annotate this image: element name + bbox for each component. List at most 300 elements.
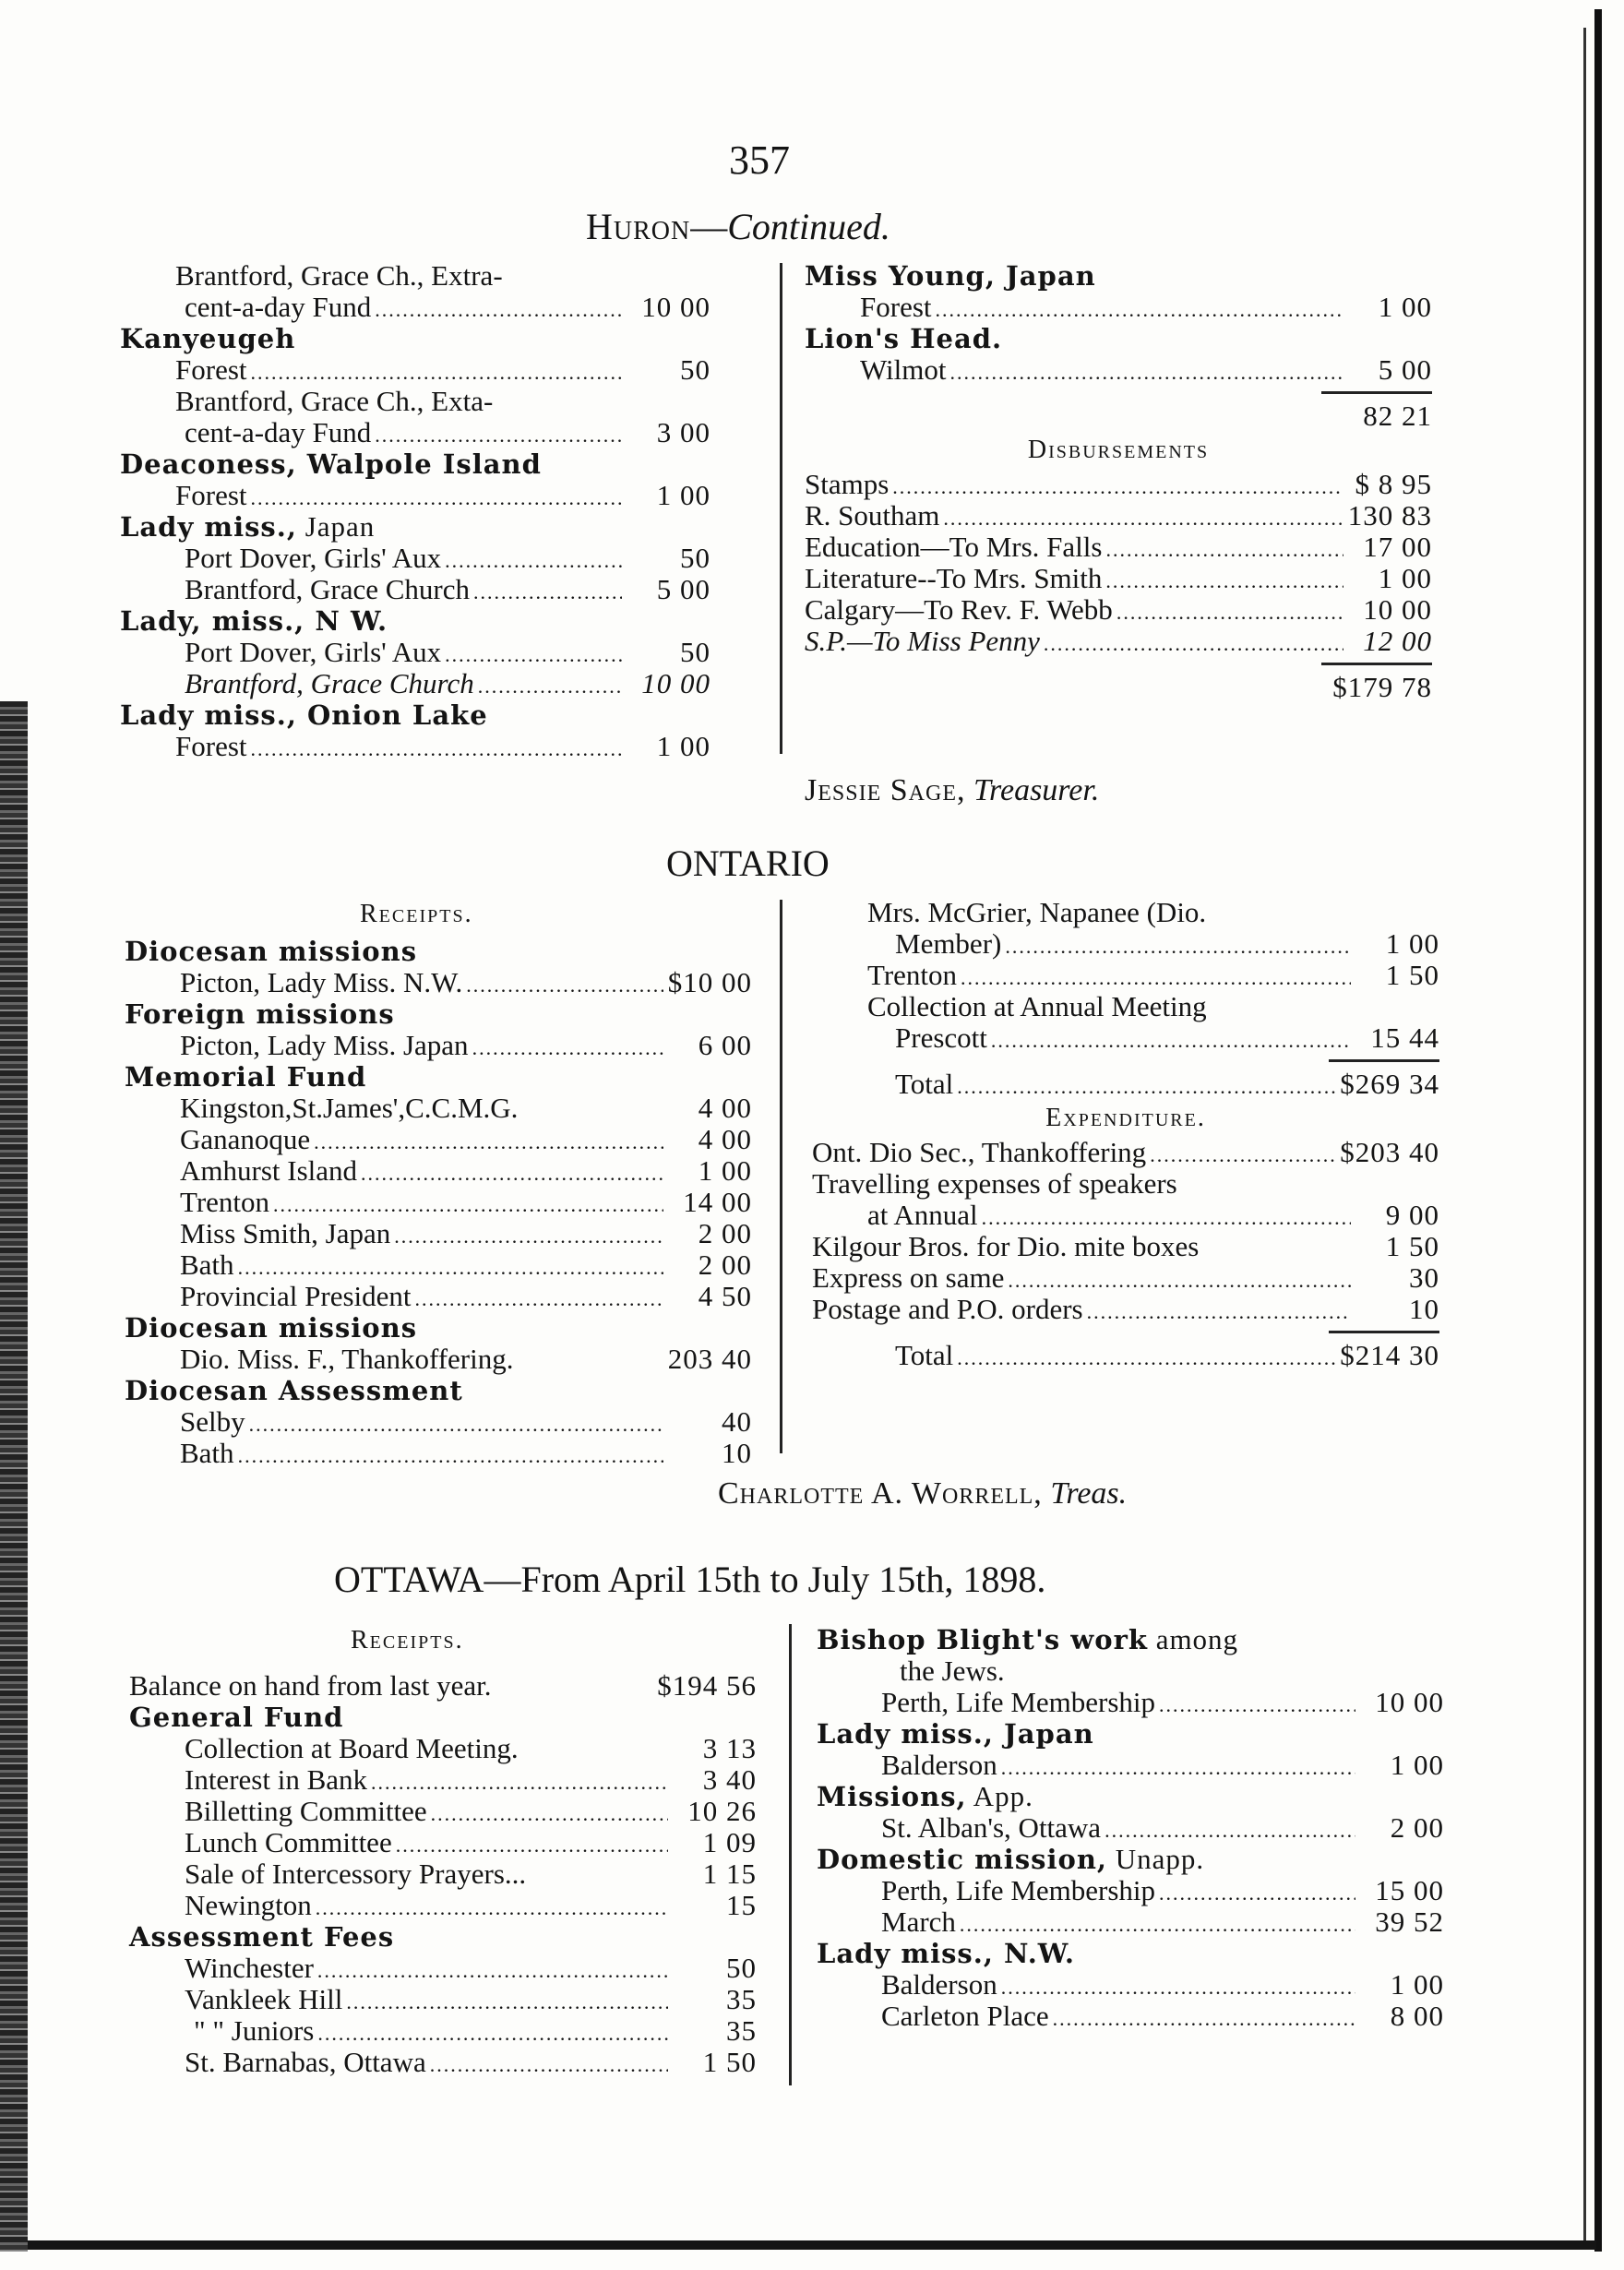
ledger-amount: 2 00 xyxy=(1390,1811,1444,1844)
ledger-row xyxy=(120,574,710,605)
leader-dots xyxy=(960,1906,1355,1941)
fund-heading xyxy=(129,1921,757,1953)
ledger-amount: 3 00 xyxy=(656,416,710,448)
ledger-row xyxy=(812,1340,1439,1371)
huron-left-column xyxy=(120,260,710,762)
ledger-amount: 1 15 xyxy=(702,1858,757,1890)
fund-heading-label: Bishop Blight's work xyxy=(817,1624,1148,1655)
page-number: 357 xyxy=(729,137,790,183)
ledger-row xyxy=(125,1406,752,1438)
ledger-label: Express on same xyxy=(812,1261,1005,1294)
page-right-border xyxy=(1594,9,1602,2252)
leader-dots xyxy=(949,354,1343,388)
ledger-amount: 50 xyxy=(680,353,710,386)
ledger-row xyxy=(120,480,710,511)
fund-heading-suffix: Japan xyxy=(296,510,376,543)
ledger-row xyxy=(120,668,710,699)
ledger-row xyxy=(125,1187,752,1218)
ledger-label: Sale of Intercessory Prayers... xyxy=(185,1858,527,1890)
ledger-label: Port Dover, Girls' Aux xyxy=(185,542,442,574)
fund-heading xyxy=(817,1938,1444,1969)
fund-heading-suffix: App. xyxy=(966,1780,1033,1812)
leader-dots xyxy=(943,500,1343,534)
ledger-amount: $214 30 xyxy=(1340,1339,1439,1371)
leader-dots xyxy=(957,1340,1336,1374)
leader-dots xyxy=(1005,928,1351,962)
ledger-row xyxy=(120,292,710,323)
ledger-amount: 2 00 xyxy=(698,1248,752,1281)
ledger-amount: 1 00 xyxy=(656,730,710,762)
ledger-label: Education—To Mrs. Falls xyxy=(805,531,1103,563)
fund-heading xyxy=(817,1624,1444,1655)
ledger-amount: 1 00 xyxy=(1390,1749,1444,1781)
ledger-label: Amhurst Island xyxy=(180,1154,358,1187)
leader-dots xyxy=(371,1764,668,1798)
page-bottom-border xyxy=(28,2240,1596,2250)
ledger-row xyxy=(812,1294,1439,1325)
ledger-amount: 12 00 xyxy=(1363,625,1432,657)
fund-heading-label: Memorial Fund xyxy=(125,1061,367,1093)
leader-dots xyxy=(478,668,622,702)
fund-heading-label: Lady, miss., N W. xyxy=(120,605,388,637)
ledger-amount: 14 00 xyxy=(683,1186,752,1218)
ledger-row xyxy=(817,2001,1444,2032)
ledger-label: Bath xyxy=(180,1437,234,1469)
ledger-amount: 130 83 xyxy=(1347,499,1432,532)
ledger-label: Lunch Committee xyxy=(185,1826,392,1858)
ledger-amount: 9 00 xyxy=(1385,1199,1439,1231)
ledger-label: Member) xyxy=(895,927,1002,960)
leader-dots xyxy=(238,1438,663,1472)
leader-dots xyxy=(251,731,623,765)
huron-column-divider xyxy=(780,263,782,754)
fund-heading-label: Lady miss., Japan xyxy=(817,1718,1094,1750)
fund-heading xyxy=(817,1781,1444,1812)
fund-heading-label: Domestic mission, xyxy=(817,1844,1108,1875)
leader-dots xyxy=(445,543,622,577)
fund-heading xyxy=(120,605,710,637)
leader-dots xyxy=(249,1406,663,1440)
ledger-label: " " Juniors xyxy=(194,2014,315,2047)
total-rule xyxy=(805,386,1432,400)
ledger-row xyxy=(812,897,1439,928)
leader-dots xyxy=(445,637,622,671)
total-row xyxy=(805,672,1432,703)
ledger-row xyxy=(817,1875,1444,1906)
ledger-label: Brantford, Grace Church xyxy=(185,573,471,605)
ledger-label: St. Alban's, Ottawa xyxy=(881,1811,1102,1844)
ledger-row xyxy=(125,1155,752,1187)
fund-heading xyxy=(805,260,1432,292)
ledger-label: Total xyxy=(895,1068,954,1100)
ledger-amount: 17 00 xyxy=(1363,531,1432,563)
leader-dots xyxy=(431,1796,668,1830)
ledger-row xyxy=(120,543,710,574)
ledger-row xyxy=(812,928,1439,960)
ledger-row xyxy=(817,1969,1444,2001)
ledger-row xyxy=(817,1906,1444,1938)
ledger-amount: 1 00 xyxy=(1385,927,1439,960)
ledger-amount: 203 40 xyxy=(667,1343,752,1375)
fund-heading xyxy=(817,1718,1444,1750)
ledger-label: Wilmot xyxy=(860,353,947,386)
ledger-row xyxy=(129,2047,757,2078)
ledger-row xyxy=(812,1137,1439,1168)
ledger-label: cent-a-day Fund xyxy=(185,291,372,323)
leader-dots xyxy=(473,574,622,608)
fund-heading-label: Lion's Head. xyxy=(805,323,1003,354)
fund-heading-label: Miss Young, Japan xyxy=(805,260,1096,292)
ledger-label: Forest xyxy=(175,730,247,762)
ledger-amount: 5 00 xyxy=(1378,353,1432,386)
huron-title-continued: Continued. xyxy=(727,206,890,247)
ledger-row xyxy=(812,1069,1439,1100)
ledger-row xyxy=(805,532,1432,563)
leader-dots xyxy=(1087,1294,1351,1328)
ledger-row xyxy=(129,1733,757,1764)
ottawa-right-column xyxy=(817,1624,1444,2032)
leader-dots xyxy=(430,2047,668,2081)
leader-dots xyxy=(238,1249,663,1284)
ledger-row xyxy=(125,1124,752,1155)
fund-heading-label: Diocesan missions xyxy=(125,1312,418,1344)
ledger-label: Mrs. McGrier, Napanee (Dio. xyxy=(867,896,1207,928)
ontario-right-column xyxy=(812,897,1439,1371)
fund-heading xyxy=(125,1312,752,1344)
leader-dots xyxy=(317,2015,668,2049)
ledger-label: Brantford, Grace Ch., Exta- xyxy=(175,385,494,417)
ledger-row xyxy=(812,1200,1439,1231)
total-rule-line xyxy=(1321,391,1432,394)
ledger-row xyxy=(120,731,710,762)
ledger-amount: 3 40 xyxy=(702,1763,757,1796)
leader-dots xyxy=(251,480,623,514)
ledger-label: R. Southam xyxy=(805,499,940,532)
ledger-label: Gananoque xyxy=(180,1123,311,1155)
fund-heading-label: Lady miss., Onion Lake xyxy=(120,699,488,731)
fund-heading-label: Foreign missions xyxy=(125,998,395,1030)
ledger-label: Total xyxy=(895,1339,954,1371)
ledger-label: cent-a-day Fund xyxy=(185,416,372,448)
ledger-label: St. Barnabas, Ottawa xyxy=(185,2046,426,2078)
fund-heading xyxy=(125,1375,752,1406)
ledger-amount: $269 34 xyxy=(1340,1068,1439,1100)
ledger-row xyxy=(817,1750,1444,1781)
ledger-label: Vankleek Hill xyxy=(185,1983,343,2015)
ledger-label: Calgary—To Rev. F. Webb xyxy=(805,593,1113,626)
ledger-amount: 3 13 xyxy=(702,1732,757,1764)
leader-dots xyxy=(394,1218,663,1252)
ontario-column-divider xyxy=(780,900,782,1453)
ottawa-left-column xyxy=(129,1670,757,2078)
ledger-row xyxy=(129,1953,757,1984)
fund-heading xyxy=(125,936,752,967)
ledger-amount: 50 xyxy=(680,542,710,574)
total-rule xyxy=(805,657,1432,672)
ledger-label: Billetting Committee xyxy=(185,1795,427,1827)
fund-heading xyxy=(817,1844,1444,1875)
ledger-label: March xyxy=(881,1906,956,1938)
ledger-amount: $10 00 xyxy=(667,966,752,998)
huron-title-name: Huron xyxy=(586,206,691,247)
total-rule xyxy=(812,1325,1439,1340)
fund-heading-label: Deaconess, Walpole Island xyxy=(120,448,542,480)
leader-dots xyxy=(1159,1875,1355,1909)
ledger-row xyxy=(129,1827,757,1858)
leader-dots xyxy=(273,1187,663,1221)
subsection-heading: Disbursements xyxy=(1027,436,1210,464)
ledger-amount: $203 40 xyxy=(1340,1136,1439,1168)
fund-heading-label: Assessment Fees xyxy=(129,1921,395,1953)
ledger-label: Stamps xyxy=(805,468,890,500)
fund-heading-suffix: among xyxy=(1147,1623,1239,1655)
fund-heading-label: Diocesan missions xyxy=(125,936,418,967)
ledger-label: Brantford, Grace Ch., Extra- xyxy=(175,259,503,292)
leader-dots xyxy=(991,1022,1351,1057)
leader-dots xyxy=(1150,1137,1336,1171)
ledger-label: Port Dover, Girls' Aux xyxy=(185,636,442,668)
ledger-amount: 1 00 xyxy=(1378,562,1432,594)
huron-signature-role: Treasurer. xyxy=(973,773,1100,807)
ledger-amount: 1 50 xyxy=(702,2046,757,2078)
fund-heading xyxy=(805,323,1432,354)
ledger-amount: 10 xyxy=(1409,1293,1439,1325)
ledger-row xyxy=(125,1030,752,1061)
ledger-amount: 82 21 xyxy=(1363,400,1432,432)
ledger-label: Ont. Dio Sec., Thankoffering xyxy=(812,1136,1147,1168)
ledger-row xyxy=(125,1438,752,1469)
ledger-row xyxy=(129,1890,757,1921)
ledger-amount: 8 00 xyxy=(1390,2000,1444,2032)
leader-dots xyxy=(1105,532,1343,566)
leader-dots xyxy=(1105,1812,1355,1846)
ledger-label: Forest xyxy=(175,479,247,511)
fund-heading-label: Lady miss., xyxy=(120,511,297,543)
ontario-title: ONTARIO xyxy=(666,842,830,884)
ledger-label: Postage and P.O. orders xyxy=(812,1293,1083,1325)
ledger-row xyxy=(805,354,1432,386)
leader-dots xyxy=(982,1200,1351,1234)
ledger-row xyxy=(125,1218,752,1249)
ledger-amount: 1 00 xyxy=(1378,291,1432,323)
subsection-heading: Expenditure. xyxy=(1045,1104,1206,1132)
ledger-row xyxy=(805,469,1432,500)
ledger-label: Forest xyxy=(175,353,247,386)
ledger-row xyxy=(812,1022,1439,1054)
huron-signature xyxy=(805,773,1099,808)
ledger-amount: $ 8 95 xyxy=(1355,468,1432,500)
fund-heading xyxy=(120,511,710,543)
fund-heading-label: Kanyeugeh xyxy=(120,323,296,354)
ledger-row xyxy=(125,1093,752,1124)
fund-heading-label: Diocesan Assessment xyxy=(125,1375,463,1406)
fund-heading xyxy=(125,998,752,1030)
ledger-amount: 50 xyxy=(680,636,710,668)
leader-dots xyxy=(961,960,1351,994)
fund-heading xyxy=(120,699,710,731)
ledger-label: Bath xyxy=(180,1248,234,1281)
ledger-row xyxy=(812,1262,1439,1294)
ledger-amount: 50 xyxy=(726,1952,757,1984)
ledger-row xyxy=(120,260,710,292)
ledger-row xyxy=(125,967,752,998)
ledger-amount: 10 00 xyxy=(1363,593,1432,626)
ledger-label: Trenton xyxy=(867,959,958,991)
ledger-row xyxy=(120,637,710,668)
ledger-amount: 4 00 xyxy=(698,1123,752,1155)
ledger-label: Carleton Place xyxy=(881,2000,1049,2032)
ledger-label: Balance on hand from last year. xyxy=(129,1669,492,1702)
ontario-signature-name: Charlotte A. Worrell, xyxy=(718,1476,1043,1511)
ottawa-column-divider xyxy=(789,1624,792,2085)
ledger-amount: 40 xyxy=(722,1405,752,1438)
ledger-row xyxy=(805,500,1432,532)
ledger-label: Prescott xyxy=(895,1022,987,1054)
leader-dots xyxy=(466,967,663,1001)
ledger-label: Provincial President xyxy=(180,1280,412,1312)
leader-dots xyxy=(1001,1969,1355,2003)
fund-heading xyxy=(120,323,710,354)
ledger-amount: 10 xyxy=(722,1437,752,1469)
ledger-row xyxy=(129,1670,757,1702)
ledger-row xyxy=(812,1168,1439,1200)
ledger-amount: 4 50 xyxy=(698,1280,752,1312)
leader-dots xyxy=(251,354,623,388)
leader-dots xyxy=(1008,1262,1351,1296)
ledger-row xyxy=(129,1984,757,2015)
leader-dots xyxy=(1053,2001,1355,2035)
leader-dots xyxy=(892,469,1343,503)
leader-dots xyxy=(375,417,622,451)
fund-heading-suffix: Unapp. xyxy=(1107,1843,1205,1875)
leader-dots xyxy=(936,292,1344,326)
leader-dots xyxy=(472,1030,663,1064)
ledger-label: S.P.—To Miss Penny xyxy=(805,625,1040,657)
ledger-row xyxy=(812,960,1439,991)
ledger-amount: 10 00 xyxy=(641,291,710,323)
ledger-label: at Annual xyxy=(867,1199,978,1231)
ledger-label: Picton, Lady Miss. N.W. xyxy=(180,966,463,998)
ledger-amount: 1 09 xyxy=(702,1826,757,1858)
ledger-row xyxy=(805,626,1432,657)
leader-dots xyxy=(1116,594,1343,628)
ledger-amount: 1 00 xyxy=(1390,1968,1444,2001)
ledger-label: Miss Smith, Japan xyxy=(180,1217,391,1249)
ledger-label: the Jews. xyxy=(900,1655,1005,1687)
ledger-amount: 2 00 xyxy=(698,1217,752,1249)
ledger-label: Trenton xyxy=(180,1186,270,1218)
ledger-amount: 30 xyxy=(1409,1261,1439,1294)
ledger-row xyxy=(129,1764,757,1796)
huron-title: Huron—Continued. xyxy=(586,206,890,247)
total-rule-line xyxy=(1329,1331,1439,1333)
ledger-row xyxy=(129,1858,757,1890)
ledger-label: Collection at Annual Meeting xyxy=(867,990,1207,1022)
ledger-row xyxy=(812,991,1439,1022)
leader-dots xyxy=(1105,563,1343,597)
ledger-amount: 1 50 xyxy=(1385,959,1439,991)
page-left-edge xyxy=(0,701,28,2252)
ledger-label: Kingston,St.James',C.C.M.G. xyxy=(180,1092,519,1124)
ledger-row xyxy=(125,1344,752,1375)
huron-right-column xyxy=(805,260,1432,703)
total-row xyxy=(805,400,1432,432)
leader-dots xyxy=(317,1953,668,1987)
ledger-amount: 15 44 xyxy=(1370,1022,1439,1054)
leader-dots xyxy=(375,292,622,326)
ledger-label: Balderson xyxy=(881,1968,997,2001)
ledger-amount: 35 xyxy=(726,2014,757,2047)
leader-dots xyxy=(1001,1750,1355,1784)
ledger-row xyxy=(817,1655,1444,1687)
leader-dots xyxy=(316,1890,668,1924)
ledger-amount: 6 00 xyxy=(698,1029,752,1061)
ledger-amount: 15 xyxy=(726,1889,757,1921)
fund-heading-label: Missions, xyxy=(817,1781,967,1812)
ledger-row xyxy=(125,1281,752,1312)
ledger-label: Travelling expenses of speakers xyxy=(812,1167,1177,1200)
ontario-signature-role: Treas. xyxy=(1050,1476,1128,1511)
ledger-row xyxy=(805,563,1432,594)
fund-heading xyxy=(125,1061,752,1093)
ledger-label: Interest in Bank xyxy=(185,1763,368,1796)
ledger-amount: 10 00 xyxy=(1375,1686,1444,1718)
ledger-label: Winchester xyxy=(185,1952,314,1984)
ledger-amount: 1 00 xyxy=(698,1154,752,1187)
ledger-amount: 1 50 xyxy=(1385,1230,1439,1262)
leader-dots xyxy=(314,1124,663,1158)
leader-dots xyxy=(1159,1687,1355,1721)
ottawa-receipts-label: Receipts. xyxy=(351,1626,464,1655)
ledger-label: Balderson xyxy=(881,1749,997,1781)
leader-dots xyxy=(1044,626,1343,660)
ledger-label: Newington xyxy=(185,1889,312,1921)
ledger-row xyxy=(120,354,710,386)
ledger-amount: 35 xyxy=(726,1983,757,2015)
ledger-row xyxy=(805,292,1432,323)
leader-dots xyxy=(957,1069,1336,1103)
ledger-label: Kilgour Bros. for Dio. mite boxes xyxy=(812,1230,1200,1262)
ledger-label: Perth, Life Membership xyxy=(881,1874,1156,1906)
ledger-label: Collection at Board Meeting. xyxy=(185,1732,519,1764)
leader-dots xyxy=(396,1827,668,1861)
fund-heading-label: Lady miss., N.W. xyxy=(817,1938,1075,1969)
ledger-row xyxy=(805,594,1432,626)
leader-dots xyxy=(346,1984,668,2018)
total-rule-line xyxy=(1329,1059,1439,1062)
ledger-amount: 10 00 xyxy=(641,667,710,699)
ledger-amount: 5 00 xyxy=(656,573,710,605)
ledger-label: Forest xyxy=(860,291,932,323)
ottawa-title: OTTAWA—From April 15th to July 15th, 1898. xyxy=(334,1559,1046,1600)
ledger-amount: 39 52 xyxy=(1375,1906,1444,1938)
ledger-row xyxy=(129,1796,757,1827)
ledger-amount: 15 00 xyxy=(1375,1874,1444,1906)
ledger-row xyxy=(129,2015,757,2047)
fund-heading xyxy=(120,448,710,480)
ontario-left-column xyxy=(125,936,752,1469)
ledger-amount: $194 56 xyxy=(657,1669,757,1702)
ledger-amount: 10 26 xyxy=(687,1795,757,1827)
ontario-signature xyxy=(718,1476,1127,1511)
ledger-amount: $179 78 xyxy=(1332,671,1432,703)
ledger-label: Picton, Lady Miss. Japan xyxy=(180,1029,469,1061)
fund-heading-label: General Fund xyxy=(129,1702,344,1733)
ledger-label: Dio. Miss. F., Thankoffering. xyxy=(180,1343,514,1375)
ledger-row xyxy=(817,1812,1444,1844)
ledger-label: Perth, Life Membership xyxy=(881,1686,1156,1718)
huron-signature-name: Jessie Sage, xyxy=(805,773,966,807)
